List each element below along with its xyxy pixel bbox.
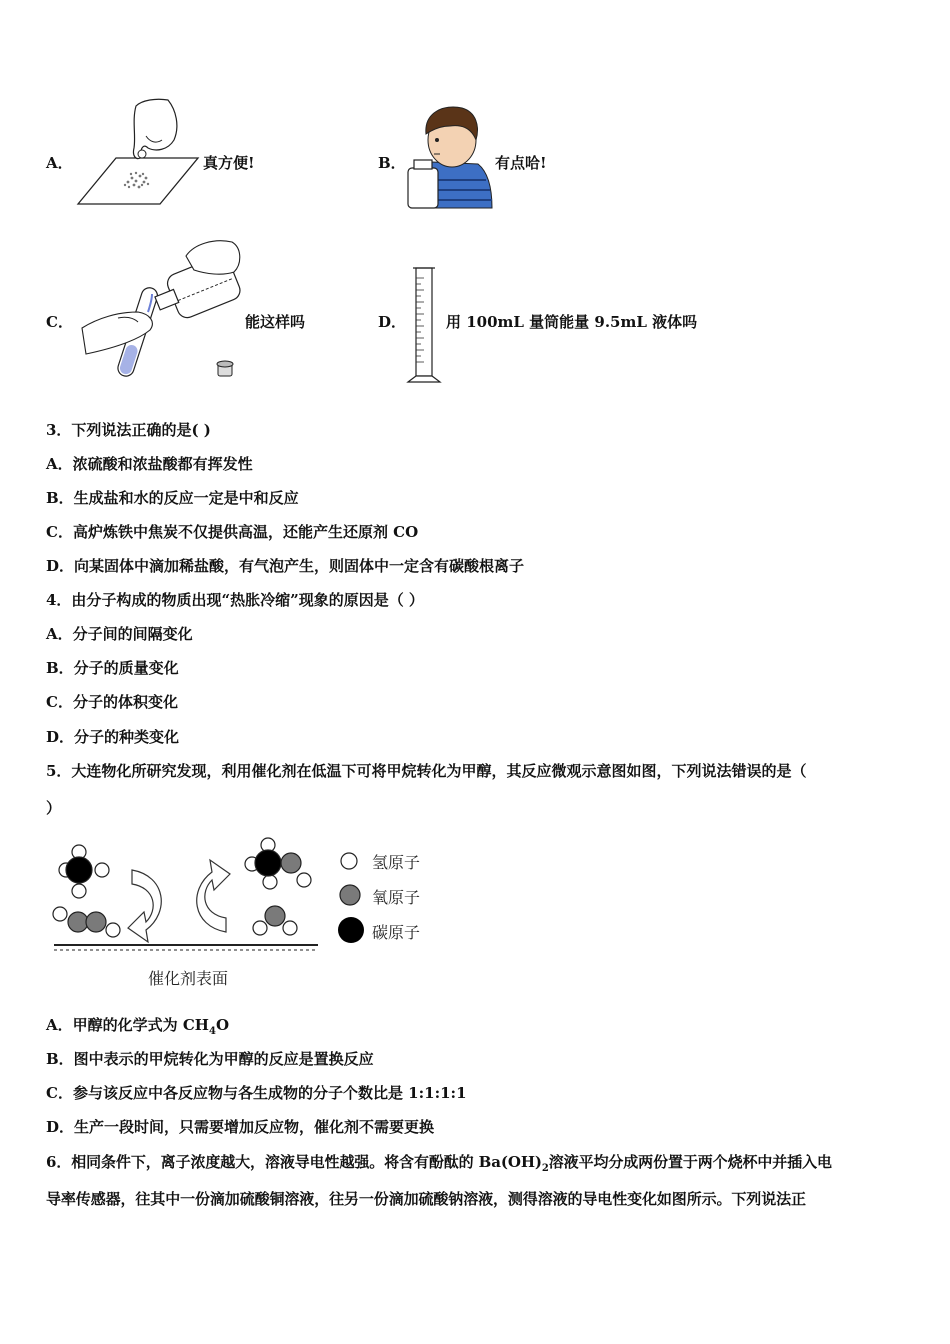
option-d-caption: 用 100mL 量筒能量 9.5mL 液体吗 [446, 313, 698, 331]
oxidant-molecule [53, 907, 120, 937]
methane-molecule [59, 845, 109, 898]
legend-carbon-label: 碳原子 [372, 923, 421, 942]
option-b-label: B． [378, 154, 406, 172]
legend-hydrogen-icon [341, 853, 357, 869]
curved-arrow-down-icon [128, 870, 161, 942]
legend-carbon-icon [338, 917, 364, 943]
legend-hydrogen-label: 氢原子 [372, 853, 421, 872]
question-4-option-a: A．分子间的间隔变化 [46, 625, 193, 643]
pouring-liquid-illustration [78, 236, 248, 386]
graduated-cylinder-illustration [404, 264, 444, 386]
boy-smelling-bottle-illustration [404, 102, 494, 210]
catalyst-surface-label: 催化剂表面 [148, 969, 229, 988]
question-3-option-b: B．生成盐和水的反应一定是中和反应 [46, 489, 299, 507]
question-5-stem-end: ） [46, 799, 62, 817]
legend-oxygen-icon [340, 885, 360, 905]
question-6-line-1: 6．相同条件下，离子浓度越大，溶液导电性越强。将含有酚酞的 $Ba(OH)_2$溶液平均分成两份置于两个烧杯中并插入电 [46, 1153, 832, 1174]
option-d-label: D． [378, 313, 407, 331]
question-4-stem: 4．由分子构成的物质出现“热胀冷缩”现象的原因是（ ） [46, 591, 424, 609]
question-4-option-b: B．分子的质量变化 [46, 659, 179, 677]
option-a-caption: 真方便! [203, 154, 255, 172]
option-c-label: C． [46, 313, 73, 331]
question-4-option-d: D．分子的种类变化 [46, 728, 180, 746]
powder-on-paper-illustration [76, 96, 200, 208]
question-5-option-c: C．参与该反应中各反应物与各生成物的分子个数比是 1:1:1:1 [46, 1084, 467, 1102]
question-3-option-a: A．浓硫酸和浓盐酸都有挥发性 [46, 455, 253, 473]
question-3-option-c: C．高炉炼铁中焦炭不仅提供高温，还能产生还原剂 CO [46, 523, 419, 541]
legend-oxygen-label: 氧原子 [372, 888, 421, 907]
question-5-option-d: D．生产一段时间，只需要增加反应物，催化剂不需要更换 [46, 1118, 435, 1136]
question-3-option-d: D．向某固体中滴加稀盐酸，有气泡产生，则固体中一定含有碳酸根离子 [46, 557, 525, 575]
methanol-molecule [245, 838, 311, 889]
option-a-label: A． [46, 154, 73, 172]
catalyst-surface [54, 945, 318, 950]
question-5-option-a: A．甲醇的化学式为 $CH_4O$ [46, 1016, 230, 1037]
question-3-stem: 3．下列说法正确的是( ) [46, 421, 211, 439]
curved-arrow-up-icon [197, 860, 230, 932]
water-molecule [253, 906, 297, 935]
question-5-stem: 5．大连物化所研究发现，利用催化剂在低温下可将甲烷转化为甲醇，其反应微观示意图如图，下列说法错误的是（ [46, 762, 807, 780]
question-5-option-b: B．图中表示的甲烷转化为甲醇的反应是置换反应 [46, 1050, 374, 1068]
option-c-caption: 能这样吗 [245, 313, 306, 331]
question-6-line-2: 导率传感器，往其中一份滴加硫酸铜溶液，往另一份滴加硫酸钠溶液，测得溶液的导电性变化如图所示。下列说法正 [46, 1190, 806, 1208]
option-b-caption: 有点哈! [495, 154, 547, 172]
question-4-option-c: C．分子的体积变化 [46, 693, 178, 711]
